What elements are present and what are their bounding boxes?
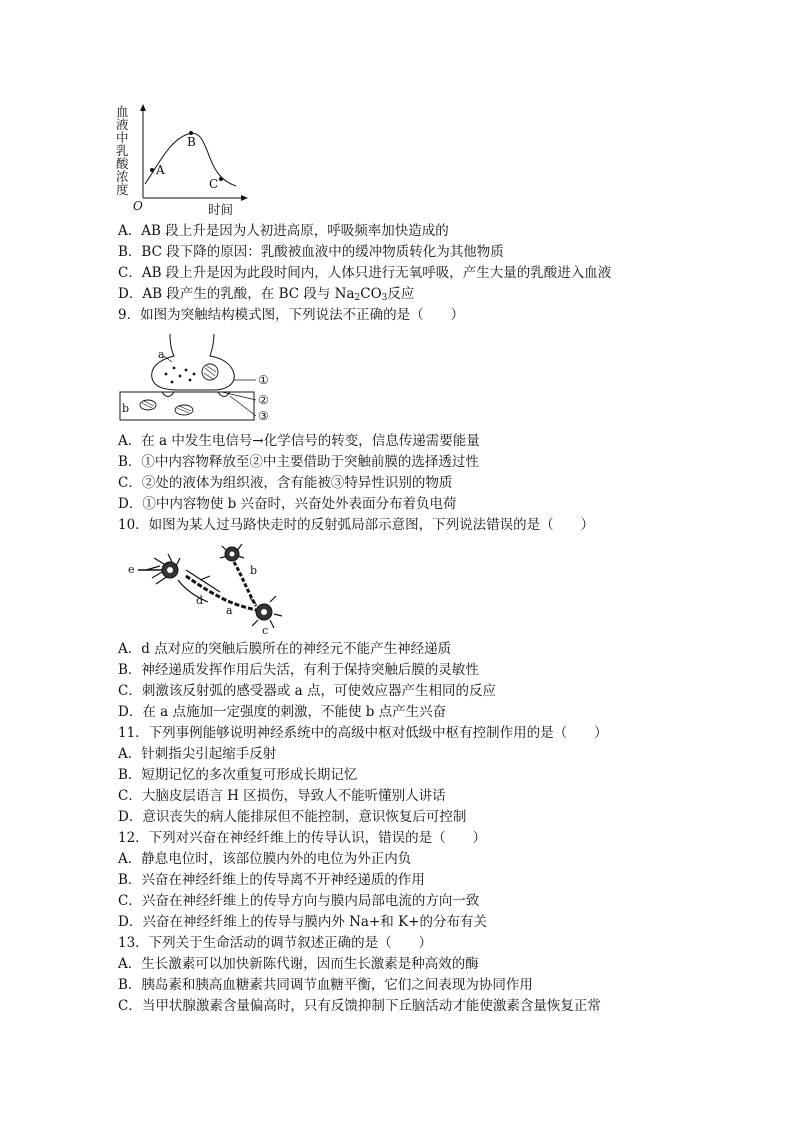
q13-option-c: C．当甲状腺激素含量偏高时，只有反馈抑制下丘脑活动才能使激素含量恢复正常 — [118, 998, 601, 1014]
q12-option-a: A．静息电位时，该部位膜内外的电位为外正内负 — [118, 851, 412, 867]
point-c-label: C — [209, 177, 219, 191]
mitochondrion-post-right — [175, 405, 193, 415]
q13-stem: 13．下列关于生命活动的调节叙述正确的是（ ） — [118, 935, 433, 951]
q10-option-c: C．刺激该反射弧的感受器或 a 点，可使效应器产生相同的反应 — [118, 683, 496, 699]
q9-option-c: C．②处的液体为组织液，含有能被③特异性识别的物质 — [118, 475, 453, 491]
q11-option-a: A．针刺指尖引起缩手反射 — [118, 746, 277, 762]
y-label-char: 度 — [116, 182, 129, 197]
synaptic-vesicles — [165, 367, 196, 384]
q10-option-b: B．神经递质发挥作用后失活，有利于保持突触后膜的灵敏性 — [118, 662, 479, 678]
label-c: c — [262, 624, 269, 636]
q10-option-d: D．在 a 点施加一定强度的刺激，不能使 b 点产生兴奋 — [118, 704, 447, 720]
nucleus-bottom — [261, 609, 267, 615]
q11-option-c: C．大脑皮层语言 H 区损伤，导致人不能听懂别人讲话 — [118, 788, 446, 804]
label-a: a — [226, 604, 233, 617]
q8-d-mid: CO — [360, 286, 382, 302]
q8-d-suffix: 反应 — [387, 286, 415, 302]
q10-option-a: A．d 点对应的突触后膜所在的神经元不能产生神经递质 — [118, 641, 452, 657]
postsynaptic-membrane — [120, 392, 254, 397]
y-label-char: 浓 — [116, 169, 129, 184]
y-label-char: 中 — [116, 130, 129, 145]
reflex-arc-figure — [124, 540, 284, 636]
q12-option-d: D．兴奋在神经纤维上的传导与膜内外 Na+和 K+的分布有关 — [118, 914, 487, 930]
x-axis-arrow — [241, 195, 248, 201]
y-label-char: 液 — [116, 117, 129, 132]
q9-stem: 9．如图为突触结构模式图，下列说法不正确的是（ ） — [118, 307, 465, 323]
q11-option-b: B．短期记忆的多次重复可形成长期记忆 — [118, 767, 358, 783]
cristae-right — [177, 406, 191, 413]
q8-d-sub1: 2 — [354, 293, 361, 303]
q8-option-c: C．AB 段上升是因为此段时间内，人体只进行无氧呼吸，产生大量的乳酸进入血液 — [118, 265, 612, 281]
label-b: b — [122, 402, 130, 415]
synapse-figure — [118, 332, 278, 428]
label-e: e — [128, 563, 135, 576]
origin-label: O — [133, 199, 143, 213]
nucleus-left — [167, 567, 173, 573]
label-d: d — [196, 594, 204, 607]
axon-d — [178, 580, 208, 602]
mitochondrion-cristae — [204, 366, 216, 379]
y-label-char: 乳 — [116, 143, 129, 158]
q11-option-d: D．意识丧失的病人能排尿但不能控制，意识恢复后可控制 — [118, 809, 467, 825]
mitochondrion-post-left — [140, 400, 156, 410]
q8-option-d — [118, 285, 414, 307]
q12-stem: 12．下列对兴奋在神经纤维上的传导认识，错误的是（ ） — [118, 830, 487, 846]
q8-option-a: A．AB 段上升是因为人初进高原，呼吸频率加快造成的 — [118, 223, 449, 239]
cristae-left — [142, 401, 154, 408]
y-label-char: 血 — [116, 104, 129, 119]
point-a-label: A — [156, 163, 165, 177]
label-a: a — [158, 348, 165, 361]
label-circle-3: ③ — [258, 409, 269, 423]
label-circle-2: ② — [258, 393, 269, 407]
q12-option-b: B．兴奋在神经纤维上的传导离不开神经递质的作用 — [118, 872, 425, 888]
label-b: b — [250, 564, 258, 577]
point-b-label: B — [187, 135, 196, 149]
y-axis-label — [116, 104, 129, 197]
nucleus-top — [230, 552, 235, 557]
presynaptic-terminal — [152, 334, 235, 390]
q8-option-b: B．BC 段下降的原因：乳酸被血液中的缓冲物质转化为其他物质 — [118, 244, 504, 260]
q12-option-c: C．兴奋在神经纤维上的传导方向与膜内局部电流的方向一致 — [118, 893, 480, 909]
lactate-curve-figure — [112, 102, 252, 218]
pointer-2 — [222, 392, 256, 400]
q13-option-b: B．胰岛素和胰高血糖素共同调节血糖平衡，它们之间表现为协同作用 — [118, 977, 533, 993]
q9-option-d: D．①中内容物使 b 兴奋时，兴奋处外表面分布着负电荷 — [118, 496, 457, 512]
label-circle-1: ① — [258, 373, 269, 387]
q11-stem: 11．下列事例能够说明神经系统中的高级中枢对低级中枢有控制作用的是（ ） — [118, 725, 608, 741]
q13-option-a: A．生长激素可以加快新陈代谢，因而生长激素是种高效的酶 — [118, 956, 479, 972]
q8-d-sub2: 3 — [381, 293, 388, 303]
q9-option-a: A．在 a 中发生电信号→化学信号的转变，信息传递需要能量 — [118, 433, 480, 449]
point-c-marker — [219, 177, 223, 181]
q9-option-b: B．①中内容物释放至②中主要借助于突触前膜的选择透过性 — [118, 454, 479, 470]
q8-d-prefix: D．AB 段产生的乳酸，在 BC 段与 Na — [118, 286, 355, 302]
y-label-char: 酸 — [116, 156, 129, 171]
q10-stem: 10．如图为某人过马路快走时的反射弧局部示意图，下列说法错误的是（ ） — [118, 517, 595, 533]
point-a-marker — [150, 168, 154, 172]
x-axis-label: 时间 — [208, 202, 234, 217]
y-axis-arrow — [140, 104, 146, 111]
